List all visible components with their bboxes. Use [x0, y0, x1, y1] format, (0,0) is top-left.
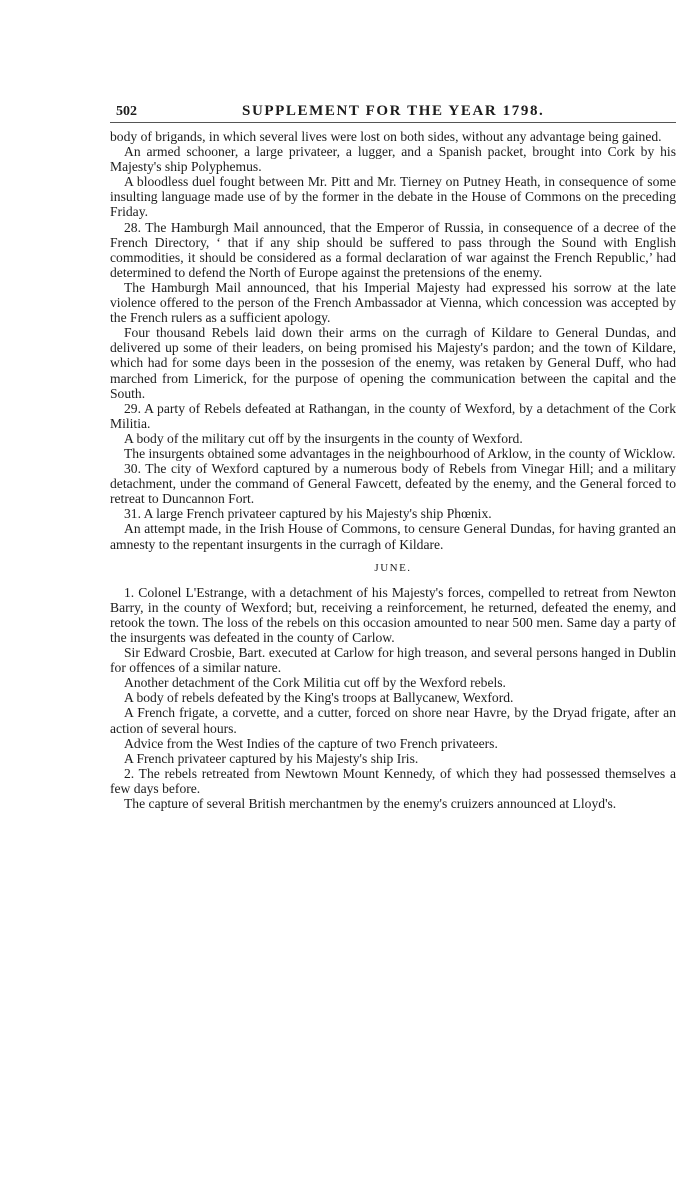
paragraph: 1. Colonel L'Estrange, with a detachment of his Majesty's forces, compelled to retreat from Newton Barry, in the county of Wexford; but, receiving a reinforcement, he returned, defeated the enemy, and retook the town. The loss of the rebels on this occasion amounted to near 500 men. Same day a party of the insurgents was defeated in the county of Carlow.: [110, 584, 676, 645]
paragraph: A body of the military cut off by the insurgents in the county of Wexford.: [124, 430, 523, 446]
book-page: [110, 96, 676, 811]
paragraph: body of brigands, in which several lives were lost on both sides, without any advantage being gained.: [110, 129, 662, 144]
paragraph: An armed schooner, a large privateer, a lugger, and a Spanish packet, brought into Cork by his Majesty's ship Polyphemus.: [110, 144, 676, 175]
body-text: [110, 129, 676, 811]
paragraph: 2. The rebels retreated from Newtown Mount Kennedy, of which they had possessed themselves a few days before.: [110, 765, 676, 796]
section-heading-june: JUNE.: [374, 561, 412, 574]
paragraph: 28. The Hamburgh Mail announced, that the Emperor of Russia, in consequence of a decree of the French Directory, ‘ that if any ship should be suffered to pass through the Sound with English commodities, it should be considered as a formal declaration of war against the French Republic,’ had determined to defend the North of Europe against the pretensions of the enemy.: [110, 219, 676, 280]
page-number: 502: [116, 104, 137, 119]
running-header: [110, 96, 676, 123]
paragraph: Advice from the West Indies of the capture of two French privateers.: [124, 735, 498, 751]
paragraph: Four thousand Rebels laid down their arms on the curragh of Kildare to General Dundas, and delivered up some of their leaders, on being promised his Majesty's pardon; and the town of Kildare, which had for some days been in the possesion of the enemy, was retaken by General Duff, who had marched from Limerick, for the purpose of opening the communication between the capital and the South.: [110, 325, 676, 401]
paragraph: 30. The city of Wexford captured by a numerous body of Rebels from Vinegar Hill; and a military detachment, under the command of General Fawcett, defeated by the enemy, and the General forced to retreat to Duncannon Fort.: [110, 461, 676, 507]
paragraph: 31. A large French privateer captured by his Majesty's ship Phœnix.: [124, 506, 492, 522]
paragraph: The insurgents obtained some advantages in the neighbourhood of Arklow, in the county of Wicklow.: [124, 445, 676, 461]
paragraph: 29. A party of Rebels defeated at Rathangan, in the county of Wexford, by a detachment of the Cork Militia.: [110, 400, 676, 431]
paragraph: The Hamburgh Mail announced, that his Imperial Majesty had expressed his sorrow at the late violence offered to the person of the French Ambassador at Vienna, which concession was accepted by the French rulers as a sufficient apology.: [110, 279, 676, 326]
paragraph: A bloodless duel fought between Mr. Pitt and Mr. Tierney on Putney Heath, in consequence of some insulting language made use of by the former in the debate in the House of Commons on the preceding Friday.: [110, 174, 676, 220]
paragraph: Another detachment of the Cork Militia cut off by the Wexford rebels.: [124, 675, 506, 691]
paragraph: A French frigate, a corvette, and a cutter, forced on shore near Havre, by the Dryad frigate, after an action of several hours.: [110, 705, 676, 736]
running-title: SUPPLEMENT FOR THE YEAR 1798.: [242, 103, 545, 119]
paragraph: A French privateer captured by his Majesty's ship Iris.: [124, 750, 419, 766]
paragraph: Sir Edward Crosbie, Bart. executed at Carlow for high treason, and several persons hanged in Dublin for offences of a similar nature.: [110, 645, 676, 676]
paragraph: The capture of several British merchantmen by the enemy's cruizers announced at Lloyd's.: [124, 796, 617, 812]
paragraph: A body of rebels defeated by the King's troops at Ballycanew, Wexford.: [124, 690, 514, 706]
paragraph: An attempt made, in the Irish House of Commons, to censure General Dundas, for having granted an amnesty to the repentant insurgents in the curragh of Kildare.: [110, 521, 676, 552]
